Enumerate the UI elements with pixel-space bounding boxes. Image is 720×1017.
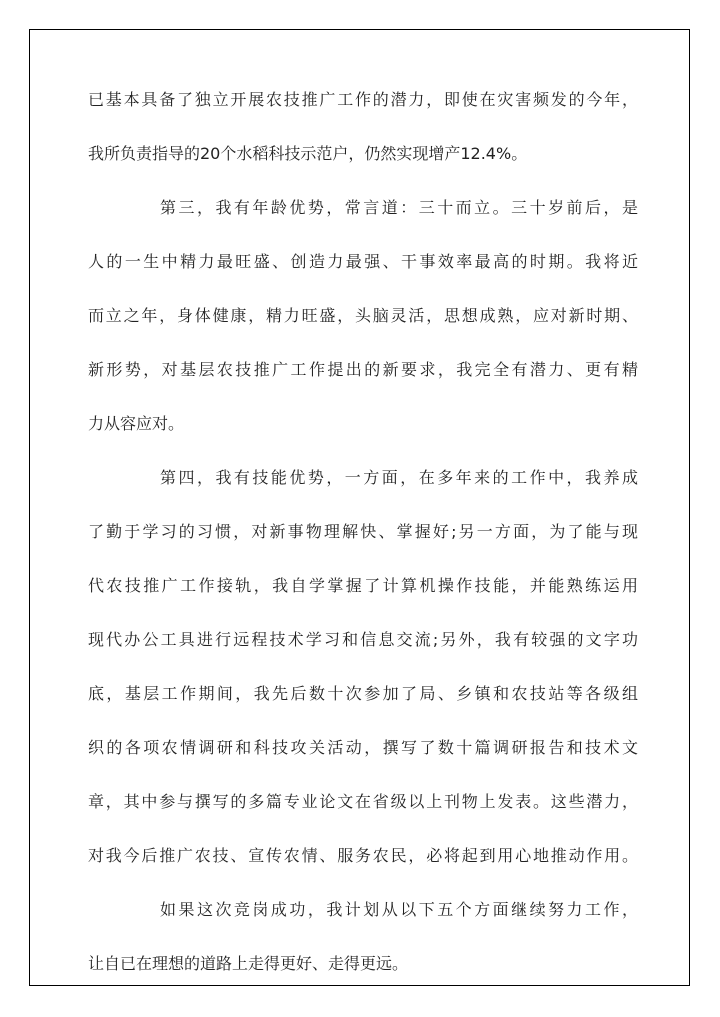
text-line: 章，其中参与撰写的多篇专业论文在省级以上刊物上发表。这些潜力， [88,792,638,811]
text-line: 第三，我有年龄优势，常言道：三十而立。三十岁前后，是 [160,198,638,217]
text-line: 对我今后推广农技、宣传农情、服务农民，必将起到用心地推动作用。 [88,846,638,865]
text-line: 新形势，对基层农技推广工作提出的新要求，我完全有潜力、更有精 [88,360,638,379]
text-line: 现代办公工具进行远程技术学习和信息交流;另外，我有较强的文字功 [88,630,638,649]
text-line: 力从容应对。 [88,414,185,433]
text-line: 让自已在理想的道路上走得更好、走得更远。 [88,954,409,973]
text-line: 代农技推广工作接轨，我自学掌握了计算机操作技能，并能熟练运用 [88,576,638,595]
text-line: 如果这次竞岗成功，我计划从以下五个方面继续努力工作， [160,900,638,919]
document-body [88,88,638,1006]
text-line: 已基本具备了独立开展农技推广工作的潜力，即使在灾害频发的今年， [88,90,638,109]
text-line: 而立之年，身体健康，精力旺盛，头脑灵活，思想成熟，应对新时期、 [88,306,638,325]
text-line: 织的各项农情调研和科技攻关活动，撰写了数十篇调研报告和技术文 [88,738,638,757]
text-line: 了勤于学习的习惯，对新事物理解快、掌握好;另一方面，为了能与现 [88,522,638,541]
text-line: 我所负责指导的20个水稻科技示范户，仍然实现增产12.4%。 [88,144,528,163]
text-line: 人的一生中精力最旺盛、创造力最强、干事效率最高的时期。我将近 [88,252,638,271]
text-line: 底，基层工作期间，我先后数十次参加了局、乡镇和农技站等各级组 [88,684,638,703]
text-line: 第四，我有技能优势，一方面，在多年来的工作中，我养成 [160,468,638,487]
